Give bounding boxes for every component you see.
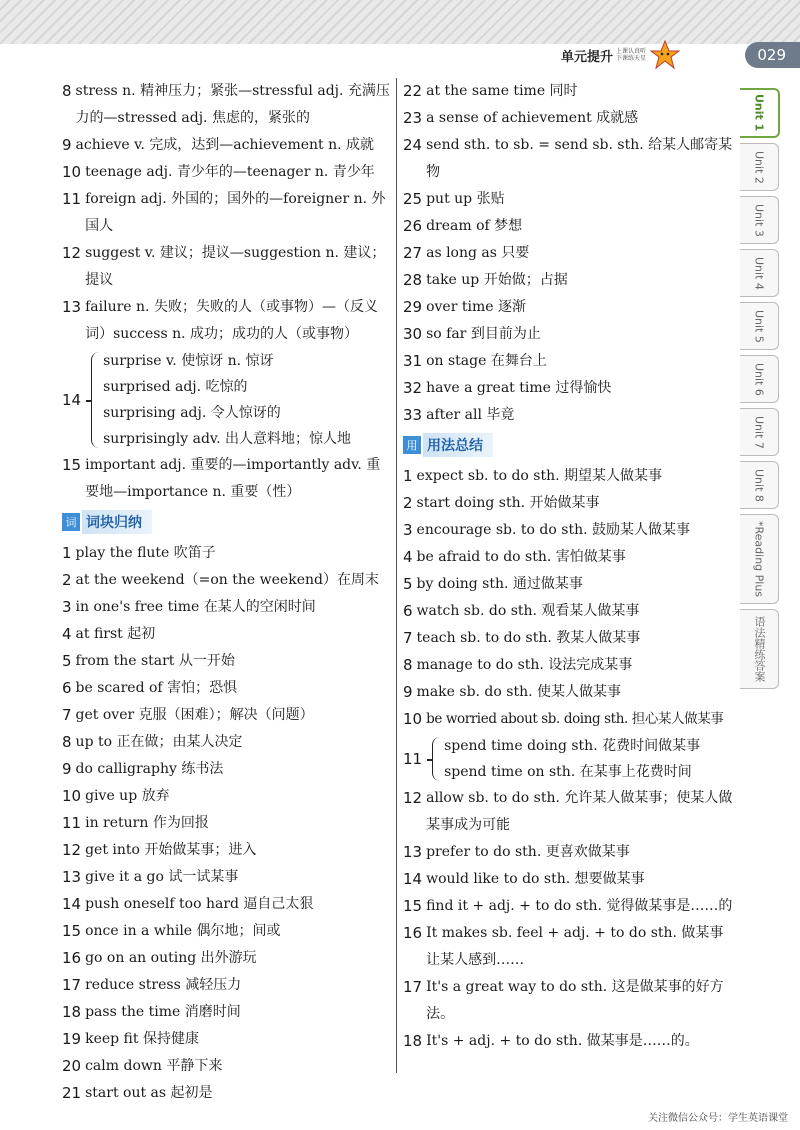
item-text: start doing sth. 开始做某事 (416, 495, 600, 511)
list-item (62, 783, 392, 810)
list-item (62, 540, 392, 567)
star-mascot-icon (650, 40, 680, 70)
section-label: 用法总结 (423, 433, 493, 457)
list-item (403, 321, 733, 348)
item-text: at the same time 同时 (426, 83, 578, 99)
header-texture-band (0, 0, 800, 44)
column-divider (396, 78, 397, 1073)
section-label: 词块归纳 (82, 510, 152, 534)
item-text: as long as 只要 (426, 245, 530, 261)
list-item (403, 517, 733, 544)
list-item (62, 756, 392, 783)
item-number: 33 (403, 406, 423, 424)
list-item (403, 625, 733, 652)
brace-icon (432, 737, 440, 781)
list-item (403, 294, 733, 321)
item-text: by doing sth. 通过做某事 (416, 576, 583, 592)
word-forms-list (62, 78, 392, 348)
list-item (62, 891, 392, 918)
list-item (403, 893, 733, 920)
tab-label: *Reading Plus (752, 520, 766, 598)
item-number: 14 (62, 895, 82, 913)
item-text: reduce stress 减轻压力 (85, 977, 242, 993)
tab-unit-2[interactable] (740, 143, 779, 191)
list-item (62, 594, 392, 621)
item-text: stress n. 精神压力；紧张—stressful adj. 充满压力的—stressed adj. 焦虑的，紧张的 (75, 83, 390, 126)
item-number: 5 (403, 575, 413, 593)
item-text: pass the time 消磨时间 (85, 1004, 241, 1020)
brace-item: surprisingly adv. 出人意料地；惊人地 (103, 431, 352, 447)
list-item (62, 918, 392, 945)
item-text: dream of 梦想 (426, 218, 523, 234)
item-number: 6 (403, 602, 413, 620)
brace-item: surprised adj. 吃惊的 (103, 379, 248, 395)
item-text: in return 作为回报 (85, 815, 209, 831)
item-text: manage to do sth. 设法完成某事 (416, 657, 633, 673)
list-item (403, 490, 733, 517)
item-text: make sb. do sth. 使某人做某事 (416, 684, 622, 700)
list-item (62, 621, 392, 648)
list-item (403, 240, 733, 267)
list-item (403, 839, 733, 866)
item-text: teach sb. to do sth. 教某人做某事 (416, 630, 641, 646)
header-title: 单元提升 (561, 49, 614, 65)
item-text: foreign adj. 外国的；国外的—foreigner n. 外国人 (85, 191, 386, 234)
phrases-section-icon: 词 (62, 513, 80, 531)
item-text: go on an outing 出外游玩 (85, 950, 257, 966)
item-text: suggest v. 建议；提议—suggestion n. 建议；提议 (85, 245, 386, 288)
item-number: 8 (62, 82, 72, 100)
tab-label: 语法精练答案 (753, 616, 766, 682)
brace-item: spend time doing sth. 花费时间做某事 (444, 738, 701, 754)
item-text: It makes sb. feel + adj. + to do sth. 做某事让某人感到…… (426, 925, 724, 968)
list-item (403, 186, 733, 213)
item-number: 27 (403, 244, 423, 262)
tab-unit-3[interactable] (740, 196, 779, 244)
item-text: It's a great way to do sth. 这是做某事的好方法。 (426, 979, 724, 1022)
item-text: so far 到目前为止 (426, 326, 541, 342)
list-item (403, 866, 733, 893)
item-number: 3 (403, 521, 413, 539)
item-number: 7 (403, 629, 413, 647)
item-number: 11 (62, 814, 82, 832)
item-text: failure n. 失败；失败的人（或事物）—（反义词）success n. 成功；成功的人（或事物） (85, 299, 378, 342)
brace-icon (91, 352, 99, 448)
item-number: 10 (62, 163, 82, 181)
unit-tabs (740, 88, 784, 694)
item-number: 26 (403, 217, 423, 235)
list-item (403, 571, 733, 598)
list-item (62, 132, 392, 159)
item-text: start out as 起初是 (85, 1085, 213, 1101)
item-text: put up 张贴 (426, 191, 505, 207)
item-text: prefer to do sth. 更喜欢做某事 (426, 844, 630, 860)
list-item (403, 78, 733, 105)
item-number: 19 (62, 1030, 82, 1048)
tab-label: Unit 6 (752, 362, 766, 396)
word-group-14 (62, 348, 392, 452)
list-item (403, 375, 733, 402)
item-number: 21 (62, 1084, 82, 1102)
item-text: send sth. to sb. = send sb. sth. 给某人邮寄某物 (426, 137, 733, 180)
tab-reading-plus[interactable] (740, 514, 779, 604)
list-item (62, 675, 392, 702)
header-subtitle-line2: 下课练天星 (616, 55, 647, 62)
item-text: It's + adj. + to do sth. 做某事是……的。 (426, 1033, 699, 1049)
item-number: 6 (62, 679, 72, 697)
list-item (403, 598, 733, 625)
item-text: achieve v. 完成，达到—achievement n. 成就 (75, 137, 375, 153)
list-item (62, 837, 392, 864)
list-item (403, 785, 733, 839)
item-text: over time 逐渐 (426, 299, 526, 315)
tab-unit-4[interactable] (740, 249, 779, 297)
item-number: 16 (62, 949, 82, 967)
item-text: encourage sb. to do sth. 鼓励某人做某事 (416, 522, 690, 538)
item-text: on stage 在舞台上 (426, 353, 547, 369)
tab-grammar-answers[interactable] (740, 609, 779, 689)
list-item (62, 1053, 392, 1080)
right-column (403, 78, 733, 1055)
item-number: 32 (403, 379, 423, 397)
brace-item: spend time on sth. 在某事上花费时间 (444, 764, 692, 780)
section-heading-phrases (62, 510, 392, 534)
list-item (62, 972, 392, 999)
word-group-items (103, 348, 351, 452)
usage-list-b (403, 785, 733, 1055)
list-item (403, 1028, 733, 1055)
item-text: a sense of achievement 成就感 (426, 110, 639, 126)
item-number: 5 (62, 652, 72, 670)
item-number: 23 (403, 109, 423, 127)
page-number: 029 (745, 42, 800, 68)
item-number: 28 (403, 271, 423, 289)
item-number: 9 (62, 760, 72, 778)
list-item (403, 920, 733, 974)
tab-label: Unit 7 (752, 415, 766, 449)
item-number: 9 (403, 683, 413, 701)
item-number: 9 (62, 136, 72, 154)
list-item (62, 864, 392, 891)
usage-group-11 (403, 733, 733, 785)
tab-label: Unit 4 (752, 256, 766, 290)
item-text: give it a go 试一试某事 (85, 869, 239, 885)
item-number: 20 (62, 1057, 82, 1075)
header-subtitle (616, 48, 646, 62)
list-item (62, 186, 392, 240)
phrases-list-left (62, 540, 392, 1107)
list-item (403, 463, 733, 490)
list-item (403, 974, 733, 1028)
item-text: be afraid to do sth. 害怕做某事 (416, 549, 626, 565)
list-item (403, 544, 733, 571)
list-item (403, 652, 733, 679)
list-item (62, 999, 392, 1026)
header-subtitle-line1: 上课认真听 (616, 48, 647, 55)
list-item (62, 945, 392, 972)
list-item (62, 1026, 392, 1053)
item-number: 1 (403, 467, 413, 485)
item-text: do calligraphy 练书法 (75, 761, 224, 777)
list-item (403, 402, 733, 429)
item-number: 15 (62, 922, 82, 940)
item-number: 15 (62, 456, 82, 474)
item-number: 12 (403, 789, 423, 807)
item-text: be worried about sb. doing sth. 担心某人做某事 (426, 711, 724, 727)
tab-unit-7[interactable] (740, 408, 779, 456)
list-item (62, 702, 392, 729)
usage-group-items (444, 733, 700, 785)
item-number: 15 (403, 897, 423, 915)
item-number: 31 (403, 352, 423, 370)
tab-unit-1[interactable] (740, 88, 780, 138)
item-text: be scared of 害怕；恐惧 (75, 680, 238, 696)
item-number: 14 (62, 391, 82, 409)
item-number: 14 (403, 870, 423, 888)
item-text: at first 起初 (75, 626, 156, 642)
list-item (62, 78, 392, 132)
item-number: 29 (403, 298, 423, 316)
list-item (403, 348, 733, 375)
list-item (403, 267, 733, 294)
list-item (403, 213, 733, 240)
item-number: 8 (403, 656, 413, 674)
page-header (555, 40, 800, 70)
list-item (62, 567, 392, 594)
tab-unit-5[interactable] (740, 302, 779, 350)
item-text: push oneself too hard 逼自己太狠 (85, 896, 314, 912)
item-number: 1 (62, 544, 72, 562)
item-number: 25 (403, 190, 423, 208)
item-text: teenage adj. 青少年的—teenager n. 青少年 (85, 164, 375, 180)
item-text: from the start 从一开始 (75, 653, 235, 669)
item-text: expect sb. to do sth. 期望某人做某事 (416, 468, 663, 484)
item-text: take up 开始做；占据 (426, 272, 568, 288)
tab-label: Unit 5 (752, 309, 766, 343)
item-number: 16 (403, 924, 423, 942)
item-number: 2 (62, 571, 72, 589)
list-item (403, 679, 733, 706)
brace-item: surprise v. 使惊讶 n. 惊讶 (103, 353, 274, 369)
list-item (62, 294, 392, 348)
tab-label: Unit 2 (752, 150, 766, 184)
list-item (62, 1080, 392, 1107)
item-number: 18 (403, 1032, 423, 1050)
item-number: 11 (403, 750, 423, 768)
list-item (62, 810, 392, 837)
item-text: give up 放弃 (85, 788, 170, 804)
list-item (403, 132, 733, 186)
item-text: keep fit 保持健康 (85, 1031, 199, 1047)
usage-list-a (403, 463, 733, 733)
footer-note: 关注微信公众号：学生英语课堂 (648, 1113, 788, 1124)
item-number: 12 (62, 244, 82, 262)
item-number: 24 (403, 136, 423, 154)
tab-unit-6[interactable] (740, 355, 779, 403)
list-item (62, 240, 392, 294)
item-number: 13 (62, 868, 82, 886)
item-number: 13 (403, 843, 423, 861)
usage-section-icon: 用 (403, 436, 421, 454)
item-number: 8 (62, 733, 72, 751)
item-number: 11 (62, 190, 82, 208)
section-heading-usage (403, 433, 733, 457)
item-number: 22 (403, 82, 423, 100)
list-item (403, 105, 733, 132)
item-text: once in a while 偶尔地；间或 (85, 923, 281, 939)
tab-label: Unit 3 (752, 203, 766, 237)
brace-item: surprising adj. 令人惊讶的 (103, 405, 281, 421)
item-number: 18 (62, 1003, 82, 1021)
list-item (62, 648, 392, 675)
item-number: 13 (62, 298, 82, 316)
item-number: 3 (62, 598, 72, 616)
item-text: play the flute 吹笛子 (75, 545, 216, 561)
list-item (62, 159, 392, 186)
item-text: watch sb. do sth. 观看某人做某事 (416, 603, 640, 619)
item-number: 17 (403, 978, 423, 996)
item-text: important adj. 重要的—importantly adv. 重要地—importance n. 重要（性） (85, 457, 381, 500)
list-item (403, 706, 733, 733)
item-number: 4 (62, 625, 72, 643)
item-number: 10 (62, 787, 82, 805)
item-text: calm down 平静下来 (85, 1058, 223, 1074)
list-item (62, 729, 392, 756)
tab-unit-8[interactable] (740, 461, 779, 509)
item-text: in one's free time 在某人的空闲时间 (75, 599, 316, 615)
item-number: 17 (62, 976, 82, 994)
item-number: 4 (403, 548, 413, 566)
phrases-list-right (403, 78, 733, 429)
item-text: allow sb. to do sth. 允许某人做某事；使某人做某事成为可能 (426, 790, 733, 833)
item-text: get over 克服（困难）；解决（问题） (75, 707, 314, 723)
list-item (62, 452, 392, 506)
item-number: 30 (403, 325, 423, 343)
item-text: after all 毕竟 (426, 407, 515, 423)
item-number: 10 (403, 710, 423, 728)
tab-label: Unit 8 (752, 468, 766, 502)
item-text: get into 开始做某事；进入 (85, 842, 257, 858)
item-text: have a great time 过得愉快 (426, 380, 612, 396)
item-text: would like to do sth. 想要做某事 (426, 871, 645, 887)
item-text: up to 正在做；由某人决定 (75, 734, 243, 750)
item-number: 7 (62, 706, 72, 724)
item-text: at the weekend（=on the weekend）在周末 (75, 572, 379, 588)
tab-label: Unit 1 (752, 94, 766, 132)
item-number: 12 (62, 841, 82, 859)
item-text: find it + adj. + to do sth. 觉得做某事是……的 (426, 898, 733, 914)
item-number: 2 (403, 494, 413, 512)
left-column (62, 78, 392, 1107)
